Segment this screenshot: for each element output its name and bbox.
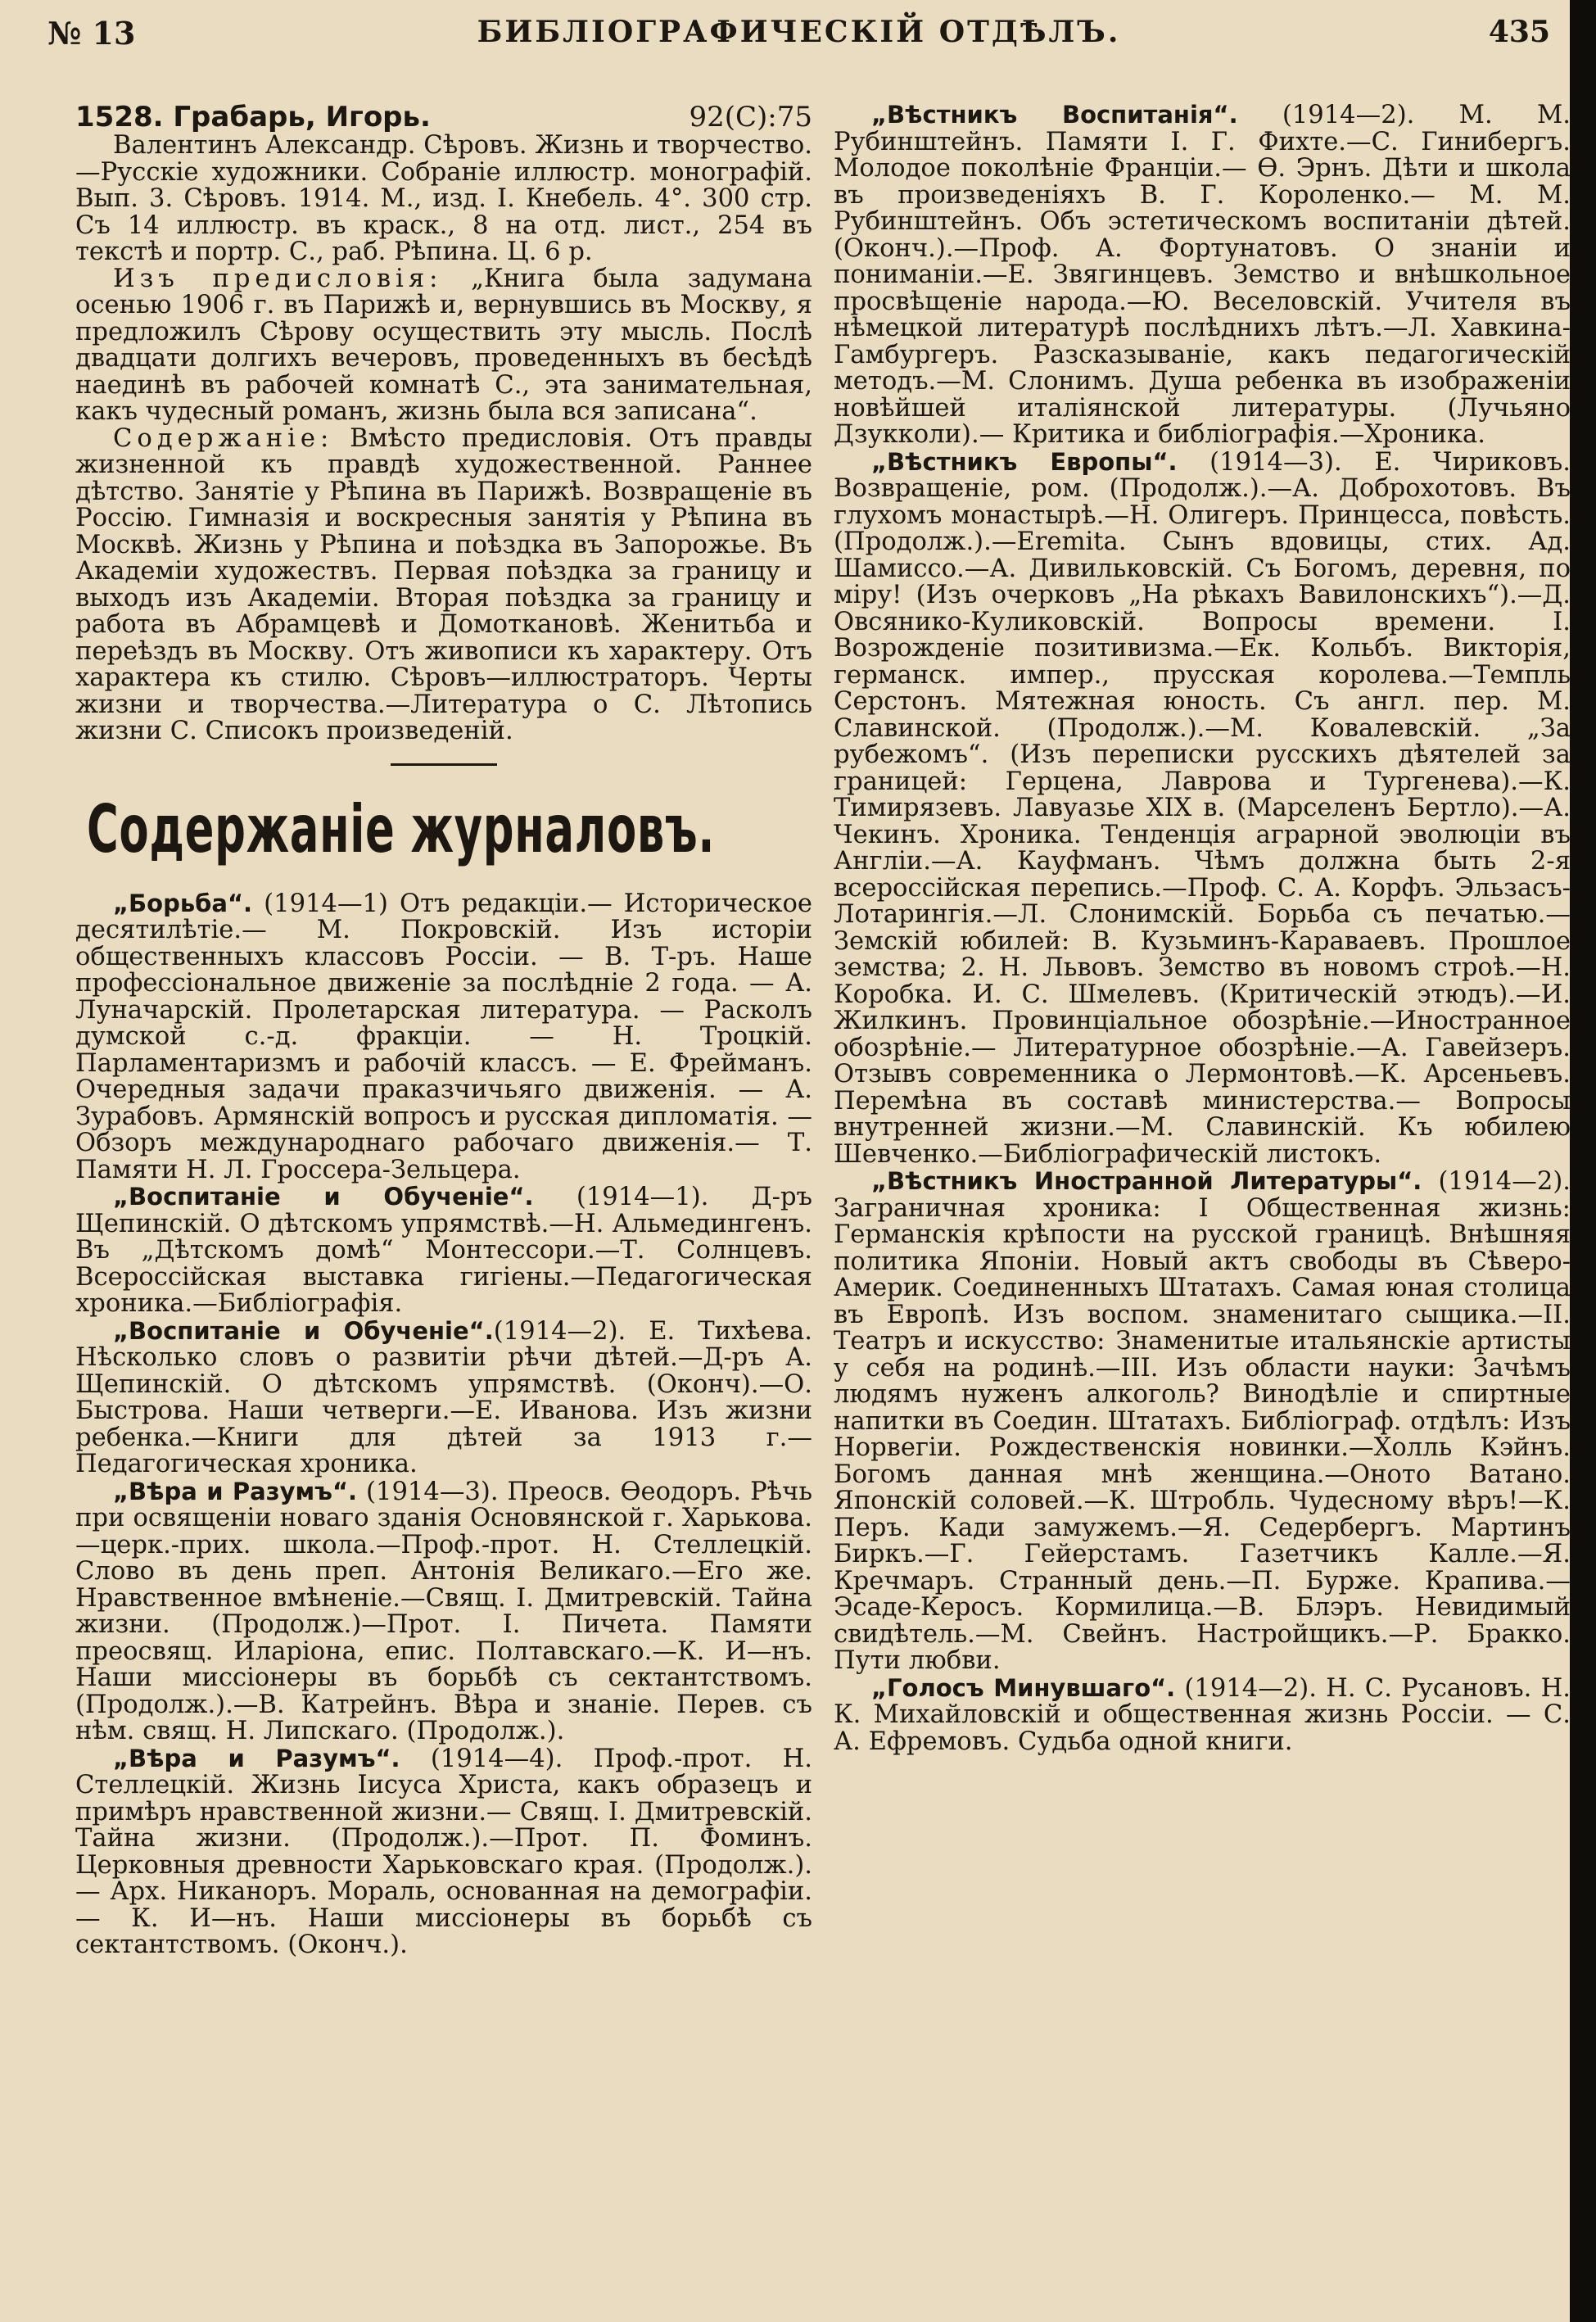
contents-text: Вмѣсто предисловія. Отъ правды жизненной къ правдѣ художественной. Раннее дѣтство. Занятіе у Рѣпина въ Парижѣ. Возвращеніе въ Россію. Гимназія и воскресныя занятія у Рѣпина въ Москвѣ. Жизнь у Рѣпина и поѣздка въ Запорожье. Въ Академіи художествъ. Первая поѣздка за границу и выходъ изъ Академіи. Вторая поѣздка за границу и работа въ Абрамцевѣ и Домоткановѣ. Женитьба и переѣздъ въ Москву. Отъ живописи къ характеру. Отъ характера къ стилю. Сѣровъ—иллюстраторъ. Черты жизни и творчества.—Литература о С. Лѣтопись жизни С. Списокъ произведеній.: [75, 423, 812, 745]
entry-heading: [75, 102, 812, 133]
journal-entry: [75, 1745, 812, 1959]
preface-text: „Книга была задумана осенью 1906 г. въ Парижѣ и, вернувшись въ Москву, я предложилъ Сѣрову осуществить эту мысль. Послѣ двадцати долгихъ вечеровъ, проведенныхъ въ бесѣдѣ наединѣ въ рабочей комнатѣ С., эта занимательная, какъ чудесный романъ, жизнь была вся записана“.: [75, 264, 813, 426]
journal-entry: [834, 449, 1571, 1169]
contents-label: Содержаніе:: [113, 423, 334, 453]
journal-title: „Вѣстникъ Воспитанія“.: [871, 101, 1238, 129]
issue-number: № 13: [47, 15, 136, 52]
journal-contents: (1914—1). Д-ръ Щепинскій. О дѣтскомъ упрямствѣ.—Н. Альмедингенъ. Въ „Дѣтскомъ домѣ“ Монтессори.—Т. Солнцевъ. Всероссійская выставка гигіены.—Педагогическая хроника.—Библіографія.: [75, 1183, 812, 1318]
page-number: 435: [1488, 15, 1550, 49]
preface-label: Изъ предисловія:: [113, 264, 443, 293]
journal-entry: [75, 1318, 812, 1478]
entry-preface: [75, 266, 812, 426]
journal-title: „Вѣстникъ Иностранной Литературы“.: [871, 1167, 1422, 1195]
journal-entry: [75, 1184, 812, 1318]
entry-author: 1528. Грабарь, Игорь.: [75, 101, 431, 134]
journal-title: „Воспитаніе и Обученіе“.: [113, 1316, 494, 1345]
journal-entry: [75, 1478, 812, 1745]
journal-contents: (1914—2). М. М. Рубинштейнъ. Памяти І. Г. Фихте.—С. Гинибергъ. Молодое поколѣніе Франціи.— Ѳ. Эрнъ. Дѣти и школа въ произведеніяхъ В. Г. Короленко.— М. М. Рубинштейнъ. Объ эстетическомъ воспитаніи дѣтей. (Оконч.).—Проф. А. Фортунатовъ. О знаніи и пониманіи.—Е. Звягинцевъ. Земство и внѣшкольное просвѣщеніе народа.—Ю. Веселовскій. Учителя въ нѣмецкой литературѣ послѣднихъ лѣтъ.—Л. Хавкина-Гамбургеръ. Разсказываніе, какъ педагогическій методъ.—М. Слонимъ. Душа ребенка въ изображеніи новѣйшей италіянской литературы. (Лучьяно Дзукколи).— Критика и библіографія.—Хроника.: [834, 101, 1571, 449]
entry-classification: 92(С):75: [689, 101, 812, 134]
journal-title: „Воспитаніе и Обученіе“.: [113, 1183, 534, 1211]
journal-title: „Вѣра и Разумъ“.: [113, 1744, 400, 1772]
page-spine-shadow: [1570, 0, 1596, 2322]
journal-entry: [75, 890, 812, 1184]
journal-title: „Голосъ Минувшаго“.: [871, 1673, 1176, 1702]
entry-contents: [75, 423, 812, 745]
journal-contents: (1914—4). Проф.-прот. Н. Стеллецкій. Жизнь Іисуса Христа, какъ образецъ и примѣръ нравственной жизни.— Свящ. І. Дмитревскій. Тайна жизни. (Продолж.).—Прот. П. Фоминъ. Церковныя древности Харьковскаго края. (Продолж.).— Арх. Никаноръ. Мораль, основанная на демографіи.— К. И—нъ. Наши миссіонеры въ борьбѣ съ сектантствомъ. (Оконч.).: [75, 1744, 812, 1959]
journal-contents: (1914—3). Преосв. Ѳеодоръ. Рѣчь при освященіи новаго зданія Основянской г. Харькова.—церк.-прих. школа.—Проф.-прот. Н. Стеллецкій. Слово въ день преп. Антонія Великаго.—Его же. Нравственное вмѣненіе.—Свящ. І. Дмитревскій. Тайна жизни. (Продолж.)—Прот. І. Пичета. Памяти преосвящ. Иларіона, епис. Полтавскаго.—К. И—нъ. Наши миссіонеры въ борьбѣ съ сектантствомъ. (Продолж.).—В. Катрейнъ. Вѣра и знаніе. Перев. съ нѣм. свящ. Н. Липскаго. (Продолж.).: [75, 1477, 812, 1745]
right-column: [834, 102, 1571, 1755]
journals-heading: Содержаніе журналовъ.: [87, 790, 716, 867]
journal-title: „Вѣра и Разумъ“.: [113, 1477, 358, 1505]
journal-entry: [834, 1675, 1571, 1756]
journal-title: „Борьба“.: [113, 889, 253, 917]
journal-title: „Вѣстникъ Европы“.: [871, 447, 1178, 476]
running-head: [47, 15, 1550, 64]
journal-contents: (1914—2). Е. Тихѣева. Нѣсколько словъ о развитіи рѣчи дѣтей.—Д-ръ А. Щепинскій. О дѣтскомъ упрямствѣ. (Оконч).—О. Быстрова. Наши четверги.—Е. Иванова. Изъ жизни ребенка.—Книги для дѣтей за 1913 г.—Педагогическая хроника.: [75, 1316, 812, 1478]
entry-description: Валентинъ Александр. Сѣровъ. Жизнь и творчество.—Русскіе художники. Собраніе иллюстр. монографій. Вып. 3. Сѣровъ. 1914. М., изд. І. Кнебель. 4°. 300 стр. Съ 14 иллюстр. въ краск., 8 на отд. лист., 254 въ текстѣ и портр. С., раб. Рѣпина. Ц. 6 р.: [75, 131, 812, 266]
journal-contents: (1914—2). Заграничная хроника: І Общественная жизнь: Германскія крѣпости на русской границѣ. Внѣшняя политика Японіи. Новый актъ свободы въ Сѣверо-Америк. Соединенныхъ Штатахъ. Самая юная столица въ Европѣ. Изъ воспом. знаменитаго сыщика.—II. Театръ и искусство: Знаменитые итальянскіе артисты у себя на родинѣ.—III. Изъ области науки: Зачѣмъ людямъ нуженъ алкоголь? Винодѣліе и спиртные напитки въ Соедин. Штатахъ. Библіограф. отдѣлъ: Изъ Норвегіи. Рождественскія новинки.—Холль Кэйнъ. Богомъ данная мнѣ женщина.—Оното Ватано. Японскій соловей.—К. Штробль. Чудесному вѣръ!—К. Перъ. Кади замужемъ.—Я. Седербергъ. Мартинъ Биркъ.—Г. Гейерстамъ. Газетчикъ Калле.—Я. Кречмаръ. Странный день.—П. Бурже. Крапива.—Эсаде-Керосъ. Кормилица.—В. Блэръ. Невидимый свидѣтель.—М. Свейнъ. Настройщикъ.—Р. Бракко. Пути любви.: [834, 1167, 1571, 1675]
section-divider: [391, 763, 497, 766]
left-column: [75, 102, 812, 1959]
journal-entry: [834, 102, 1571, 449]
journal-contents: (1914—3). Е. Чириковъ. Возвращеніе, ром. (Продолж.).—А. Доброхотовъ. Въ глухомъ монастырѣ.—Н. Олигеръ. Принцесса, повѣсть. (Продолж.).—Eremita. Сынъ вдовицы, стих. Ад. Шамиссо.—А. Дивильковскій. Съ Богомъ, деревня, по міру! (Изъ очерковъ „На рѣкахъ Вавилонскихъ“).—Д. Овсянико-Куликовскій. Вопросы времени. І. Возрожденіе позитивизма.—Ек. Кольбъ. Викторія, германск. импер., прусская королева.—Темпль Серстонъ. Мятежная юность. Съ англ. пер. М. Славинской. (Продолж.).—М. Ковалевскій. „За рубежомъ“. (Изъ переписки русскихъ дѣятелей за границей: Герцена, Лаврова и Тургенева).—К. Тимирязевъ. Лавуазье XIX в. (Марселенъ Бертло).—А. Чекинъ. Хроника. Тенденція аграрной эволюціи въ Англіи.—А. Кауфманъ. Чѣмъ должна быть 2-я всероссійская перепись.—Проф. С. А. Корфъ. Эльзасъ-Лотарингія.—Л. Слонимскій. Борьба съ печатью.—Земскій юбилей: В. Кузьминъ-Караваевъ. Прошлое земства; 2. Н. Львовъ. Земство въ новомъ строѣ.—Н. Коробка. И. С. Шмелевъ. (Критическій этюдъ).—И. Жилкинъ. Провинціальное обозрѣніе.—Иностранное обозрѣніе.— Литературное обозрѣніе.—А. Гавейзеръ. Отзывъ современника о Лермонтовѣ.—К. Арсеньевъ. Перемѣна въ составѣ министерства.— Вопросы внутренней жизни.—М. Славинскій. Къ юбилею Шевченко.—Библіографическій листокъ.: [834, 447, 1571, 1169]
journal-contents: (1914—1) Отъ редакціи.— Историческое десятилѣтіе.— М. Покровскій. Изъ исторіи общественныхъ классовъ Россіи. — В. Т-ръ. Наше профессіональное движеніе за послѣдніе 2 года. — А. Луначарскій. Пролетарская литература. — Расколъ думской с.-д. фракціи. — Н. Троцкій. Парламентаризмъ и рабочій классъ. — Е. Фрейманъ. Очередныя задачи праказчичьяго движенія. — А. Зурабовъ. Армянскій вопросъ и русская дипломатія. — Обзоръ международнаго рабочаго движенія.— Т. Памяти Н. Л. Гроссера-Зельцера.: [75, 889, 812, 1184]
journal-entry: [834, 1168, 1571, 1675]
journal-contents: (1914—2). Н. С. Русановъ. Н. К. Михайловскій и общественная жизнь Россіи. — С. А. Ефремовъ. Судьба одной книги.: [834, 1673, 1571, 1756]
section-title: БИБЛІОГРАФИЧЕСКІЙ ОТДѢЛЪ.: [477, 15, 1121, 49]
